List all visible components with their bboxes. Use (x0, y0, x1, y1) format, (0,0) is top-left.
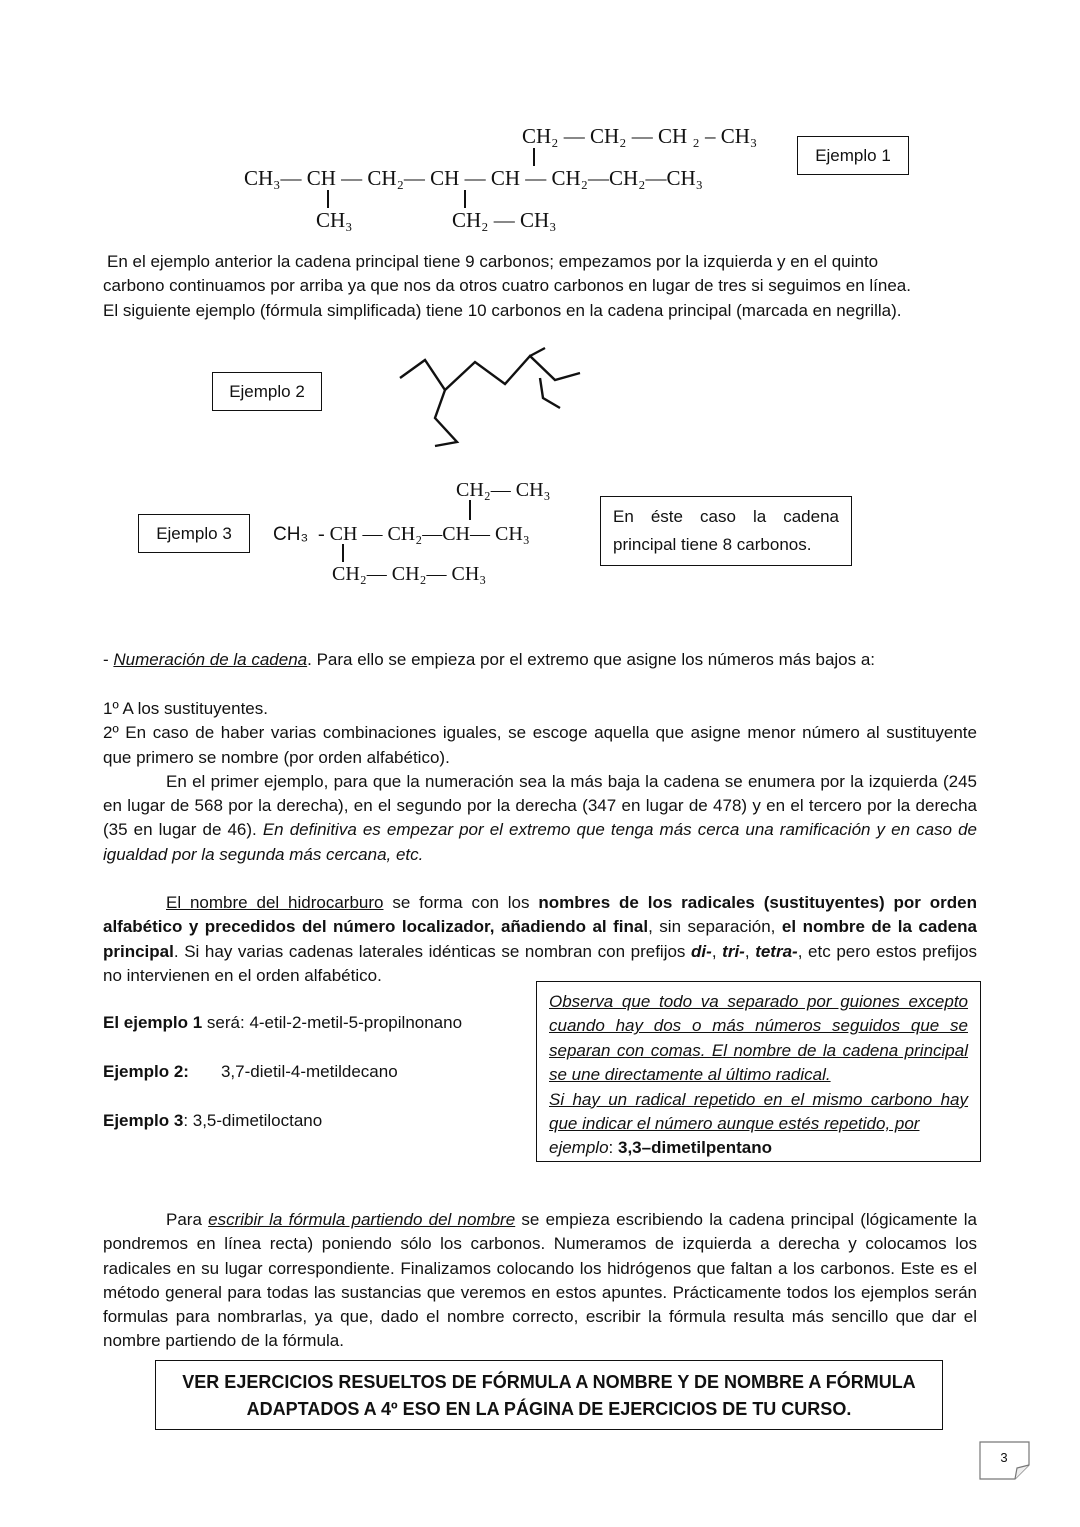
observa-note: Observa que todo va separado por guiones excepto cuando hay dos o más números seguidos que se separan con comas. El nombre de la cadena principal se une directamente al último radical. Si hay un radical repetido en el mismo carbono hay que indicar el número aunque estés repetido, por ejemplo: 3,3–dimetilpentano (536, 981, 981, 1162)
ex3-ch3: CH₃ (273, 524, 309, 545)
page-number: 3 (1000, 1450, 1008, 1465)
intro-paragraph: En el ejemplo anterior la cadena principal tiene 9 carbonos; empezamos por la izquierda y en el quinto carbono continuamos por arriba ya que nos da otros cuatro carbonos en lugar de tres si seguimos en línea. El siguiente ejemplo (fórmula simplificada) tiene 10 carbonos en la cadena principal (marcada en negrilla). (103, 252, 911, 320)
numeracion-rules: 1º A los sustituyentes. 2º En caso de haber varias combinaciones iguales, se escoge aquella que asigne menor número al sustituyente que primero se nombre (por orden alfabético). En el primer ejemplo, para que la numeración sea la más baja la cadena se enumera por la izquierda (245 en lugar de 568 por la derecha), en el segundo por la derecha (347 en lugar de 478) y en el tercero por la derecha (35 en lugar de 46). En definitiva es empezar por el extremo que tenga más cerca una ramificación y en caso de igualdad por la segunda más cercana, etc. (103, 699, 977, 864)
ex1-main-chain: CH₃— CH — CH₂— CH — CH — CH₂—CH₂—CH₃ (244, 166, 703, 190)
page-number-box (979, 1441, 1029, 1479)
rule-2: 2º En caso de haber varias combinaciones iguales, se escoge aquella que asigne menor número al sustituyente que primero se nombre (por orden alfabético). (103, 723, 977, 767)
ex1-top-chain: CH₂ — CH₂ — CH ₂ – CH₃ (522, 124, 758, 148)
example2-skeletal-formula (395, 338, 590, 453)
ex1-branch-methyl: CH₃ (316, 208, 353, 232)
name-example1: El ejemplo 1 será: 4-etil-2-metil-5-propilnonano (103, 1013, 463, 1032)
ex1-branch-ethyl: CH₂ — CH₃ (452, 208, 557, 232)
example2-label: Ejemplo 2 (212, 372, 322, 411)
numeracion-heading: - Numeración de la cadena. Para ello se empieza por el extremo que asigne los números más bajos a: (103, 650, 876, 669)
example3-formula (268, 470, 588, 595)
nombre-paragraph: El nombre del hidrocarburo se forma con los nombres de los radicales (sustituyentes) por orden alfabético y precedidos del número localizador, añadiendo al final, sin separación, el nombre de la cadena principal. Si hay varias cadenas laterales idénticas se nombran con prefijos di-, tri-, tetra-, etc pero estos prefijos no intervienen en el orden alfabético. (103, 893, 977, 985)
name-example2: Ejemplo 2: 3,7-dietil-4-metildecano (103, 1062, 398, 1081)
ex3-top-branch: CH₂— CH₃ (456, 479, 551, 501)
example3-label: Ejemplo 3 (138, 514, 250, 553)
example1-formula (230, 112, 790, 242)
ex3-main-chain: - CH — CH₂—CH— CH₃ (318, 523, 530, 545)
rule-1: 1º A los sustituyentes. (103, 699, 268, 718)
name-example3: Ejemplo 3: 3,5-dimetiloctano (103, 1111, 323, 1130)
numeracion-title: Numeración de la cadena (113, 650, 308, 669)
example3-note: En éste caso la cadena principal tiene 8 carbonos. (600, 496, 852, 566)
exercises-banner: VER EJERCICIOS RESUELTOS DE FÓRMULA A NOMBRE Y DE NOMBRE A FÓRMULA ADAPTADOS A 4º ESO EN LA PÁGINA DE EJERCICIOS DE TU CURSO. (155, 1360, 943, 1430)
ex3-bottom-branch: CH₂— CH₂— CH₃ (332, 563, 487, 585)
formula-paragraph: Para escribir la fórmula partiendo del nombre se empieza escribiendo la cadena principal (lógicamente la pondremos en línea recta) poniendo sólo los carbonos. Numeramos de izquierda a derecha y colocamos los radicales en su lugar correspondiente. Finalizamos colocando los hidrógenos que faltan a los carbonos. Este es el método general para todas las sustancias que veremos en estos apuntes. Prácticamente todos los ejemplos serán formulas para nombrarlas, ya que, dado el nombre correcto, escribir la fórmula resulta más sencillo que dar el nombre partiendo de la fórmula. (103, 1210, 977, 1351)
example1-label: Ejemplo 1 (797, 136, 909, 175)
